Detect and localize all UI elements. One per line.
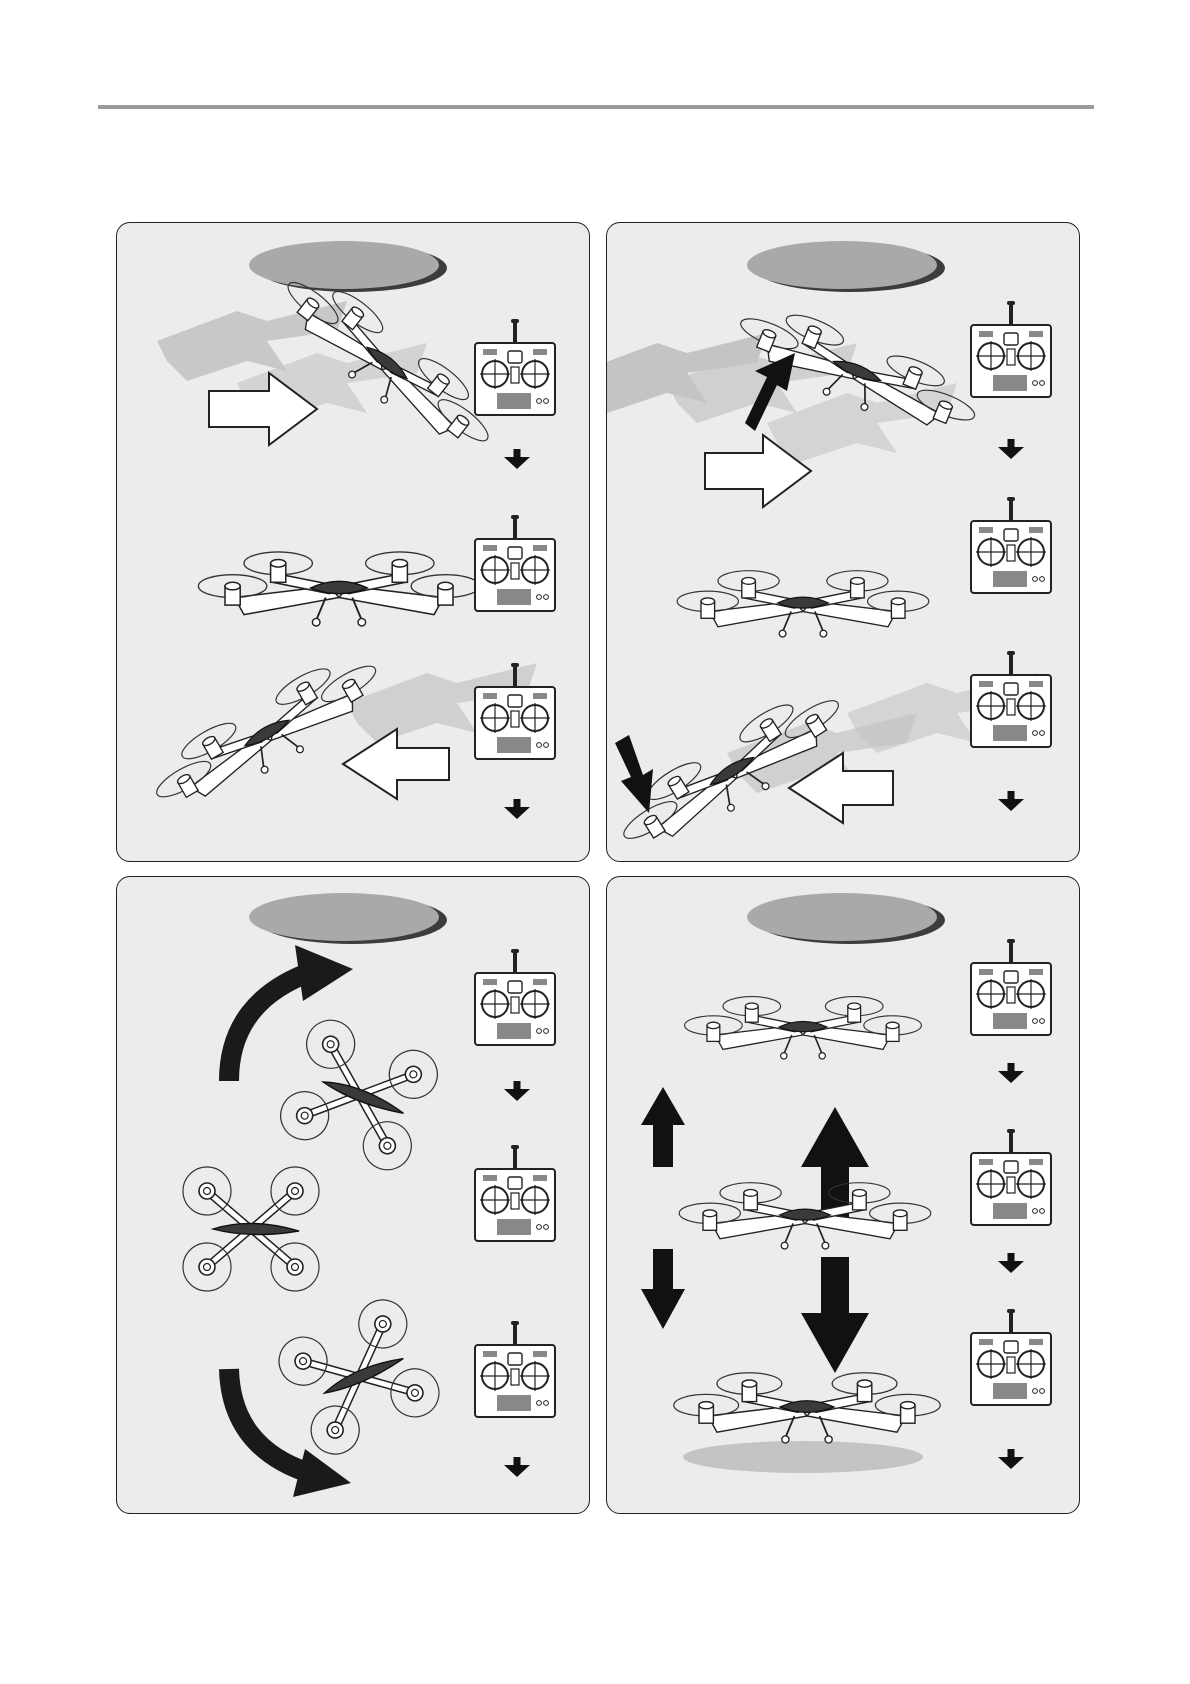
down-arrow-icon: [504, 1081, 530, 1101]
transmitter-icon: [971, 301, 1051, 397]
transmitter-icon: [971, 939, 1051, 1035]
transmitter-icon: [475, 515, 555, 611]
drone-top-view-rotated: [274, 1013, 444, 1176]
transmitter-icon: [971, 497, 1051, 593]
down-arrow-icon: [504, 799, 530, 819]
curved-arrow-up-icon: [229, 945, 353, 1081]
drone-level: [198, 552, 479, 626]
header-rule: [98, 105, 1094, 109]
up-arrow-small-icon: [641, 1087, 685, 1167]
down-arrow-icon: [998, 1063, 1024, 1083]
down-arrow-big-icon: [801, 1257, 869, 1373]
transmitter-icon: [971, 651, 1051, 747]
drone-ascending: [685, 997, 922, 1059]
panel-pitch: [606, 222, 1080, 862]
panel-roll: [116, 222, 590, 862]
drone-hovering: [679, 1183, 931, 1249]
transmitter-icon: [971, 1309, 1051, 1405]
transmitter-icon: [475, 1145, 555, 1241]
drone-top-view: [183, 1167, 319, 1291]
down-arrow-icon: [998, 791, 1024, 811]
transmitter-icon: [971, 1129, 1051, 1225]
down-arrow-icon: [504, 1457, 530, 1477]
drone-landed-shadow: [683, 1441, 923, 1473]
down-arrow-icon: [998, 1449, 1024, 1469]
left-arrow-outline-icon: [343, 729, 449, 799]
panel-yaw: [116, 876, 590, 1514]
drone-tilted-left: [142, 642, 393, 825]
down-arrow-small-icon: [641, 1249, 685, 1329]
down-arrow-icon: [504, 449, 530, 469]
panel-throttle: [606, 876, 1080, 1514]
transmitter-icon: [475, 319, 555, 415]
down-arrow-icon: [998, 1253, 1024, 1273]
drone-level: [677, 571, 929, 637]
drone-landed: [674, 1373, 940, 1443]
down-right-arrow-icon: [615, 735, 653, 813]
drone-top-view-rotated: [271, 1292, 447, 1462]
transmitter-icon: [475, 1321, 555, 1417]
transmitter-icon: [475, 949, 555, 1045]
down-arrow-icon: [998, 439, 1024, 459]
